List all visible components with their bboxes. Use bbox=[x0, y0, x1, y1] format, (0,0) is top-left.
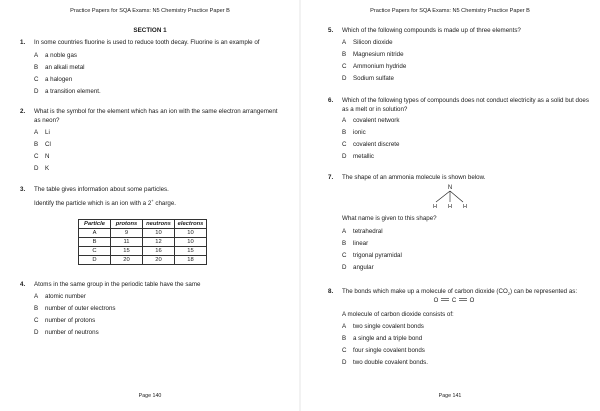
option-a[interactable]: A covalent network bbox=[342, 117, 400, 124]
page-header: Practice Papers for SQA Exams: N5 Chemistry Practice Paper B bbox=[370, 8, 530, 14]
option-d[interactable]: D two double covalent bonds. bbox=[342, 359, 428, 366]
question-3 bbox=[20, 185, 290, 270]
question-7 bbox=[328, 173, 593, 278]
table-header-protons: protons bbox=[111, 220, 143, 229]
question-number: 7. bbox=[328, 174, 334, 181]
option-b[interactable]: B an alkali metal bbox=[34, 64, 85, 71]
option-c[interactable]: C a halogen bbox=[34, 76, 73, 83]
page-header: Practice Papers for SQA Exams: N5 Chemistry Practice Paper B bbox=[70, 8, 230, 14]
table-cell: 20 bbox=[143, 256, 175, 265]
option-c[interactable]: C trigonal pyramidal bbox=[342, 252, 402, 259]
section-title: SECTION 1 bbox=[133, 27, 167, 34]
table-cell: 10 bbox=[175, 238, 207, 247]
table-cell: 20 bbox=[111, 256, 143, 265]
page-number: Page 140 bbox=[138, 393, 162, 399]
table-cell: 10 bbox=[175, 229, 207, 238]
option-d[interactable]: D number of neutrons bbox=[34, 329, 99, 336]
question-text: The table gives information about some particles. bbox=[34, 186, 169, 193]
page-number: Page 141 bbox=[438, 393, 462, 399]
question-text: Which of the following compounds is made up of three elements? bbox=[342, 27, 521, 34]
bond-line bbox=[450, 191, 463, 202]
question-number: 2. bbox=[20, 108, 26, 115]
table-cell: C bbox=[79, 247, 111, 256]
table-row bbox=[79, 229, 207, 238]
table-header-electrons: electrons bbox=[175, 220, 207, 229]
table-header-row bbox=[79, 220, 207, 229]
question-8 bbox=[328, 287, 593, 372]
table-cell: 16 bbox=[143, 247, 175, 256]
option-b[interactable]: B a single and a triple bond bbox=[342, 335, 423, 342]
table-header-neutrons: neutrons bbox=[143, 220, 175, 229]
option-d[interactable]: D a transition element. bbox=[34, 88, 101, 95]
table-cell: B bbox=[79, 238, 111, 247]
table-row bbox=[79, 247, 207, 256]
atom-h: H bbox=[448, 204, 452, 210]
question-number: 3. bbox=[20, 186, 26, 193]
option-d[interactable]: D metallic bbox=[342, 153, 374, 160]
option-c[interactable]: C N bbox=[34, 153, 50, 160]
table-row bbox=[79, 238, 207, 247]
table-cell: 9 bbox=[111, 229, 143, 238]
table-cell: D bbox=[79, 256, 111, 265]
question-number: 6. bbox=[328, 97, 334, 104]
atom-h: H bbox=[433, 204, 437, 210]
option-c[interactable]: C four single covalent bonds bbox=[342, 347, 425, 354]
question-text: What is the symbol for the element which has an ion with the same electron arrangement as neon? bbox=[34, 108, 278, 124]
option-a[interactable]: A atomic number bbox=[34, 293, 86, 300]
table-cell: 11 bbox=[111, 238, 143, 247]
question-2 bbox=[20, 107, 295, 177]
question-5 bbox=[328, 26, 593, 86]
question-number: 8. bbox=[328, 288, 334, 295]
option-b[interactable]: B number of outer electrons bbox=[34, 305, 116, 312]
option-b[interactable]: B Cl bbox=[34, 141, 51, 148]
particle-table bbox=[78, 219, 207, 265]
ammonia-molecule-diagram bbox=[430, 183, 470, 211]
option-b[interactable]: B Magnesium nitride bbox=[342, 51, 404, 58]
table-cell: A bbox=[79, 229, 111, 238]
carbon-dioxide-diagram bbox=[432, 295, 476, 305]
atom-o: O bbox=[469, 298, 475, 304]
question-4 bbox=[20, 280, 290, 340]
right-page bbox=[300, 0, 600, 411]
table-row bbox=[79, 256, 207, 265]
table-cell: 18 bbox=[175, 256, 207, 265]
option-a[interactable]: A tetrahedral bbox=[342, 228, 383, 235]
option-d[interactable]: D Sodium sulfate bbox=[342, 75, 394, 82]
option-c[interactable]: C covalent discrete bbox=[342, 141, 400, 148]
question-6 bbox=[328, 96, 598, 166]
option-b[interactable]: B linear bbox=[342, 240, 369, 247]
question-number: 4. bbox=[20, 281, 26, 288]
question-number: 5. bbox=[328, 27, 334, 34]
option-c[interactable]: C number of protons bbox=[34, 317, 96, 324]
option-a[interactable]: A two single covalent bonds bbox=[342, 323, 424, 330]
table-cell: 10 bbox=[143, 229, 175, 238]
table-header-particle: Particle bbox=[79, 220, 111, 229]
question-text: The shape of an ammonia molecule is shown below. bbox=[342, 174, 486, 181]
question-text: Atoms in the same group in the periodic table have the same bbox=[34, 281, 201, 288]
question-prompt: What name is given to this shape? bbox=[342, 215, 437, 222]
question-prompt: Identify the particle which is an ion with a 2+ charge. bbox=[34, 197, 176, 207]
option-b[interactable]: B ionic bbox=[342, 129, 366, 136]
atom-c: C bbox=[451, 298, 457, 304]
option-d[interactable]: D angular bbox=[342, 264, 374, 271]
question-text: Which of the following types of compounds does not conduct electricity as a solid but does as a melt or in solution? bbox=[342, 97, 589, 113]
question-1 bbox=[20, 38, 290, 98]
option-a[interactable]: A Silicon dioxide bbox=[342, 39, 393, 46]
question-text: In some countries fluorine is used to reduce tooth decay. Fluorine is an example of bbox=[34, 39, 260, 46]
atom-n: N bbox=[447, 185, 453, 191]
option-d[interactable]: D K bbox=[34, 165, 50, 172]
option-a[interactable]: A a noble gas bbox=[34, 52, 77, 59]
table-cell: 12 bbox=[143, 238, 175, 247]
option-c[interactable]: C Ammonium hydride bbox=[342, 63, 407, 70]
question-text: The bonds which make up a molecule of carbon dioxide $(CO_2)$ can be represented as: bbox=[342, 288, 578, 297]
atom-o: O bbox=[433, 298, 439, 304]
question-number: 1. bbox=[20, 39, 26, 46]
table-cell: 15 bbox=[111, 247, 143, 256]
option-a[interactable]: A Li bbox=[34, 129, 50, 136]
atom-h: H bbox=[463, 204, 467, 210]
table-cell: 15 bbox=[175, 247, 207, 256]
bond-line bbox=[436, 191, 450, 202]
question-prompt: A molecule of carbon dioxide consists of: bbox=[342, 311, 454, 318]
